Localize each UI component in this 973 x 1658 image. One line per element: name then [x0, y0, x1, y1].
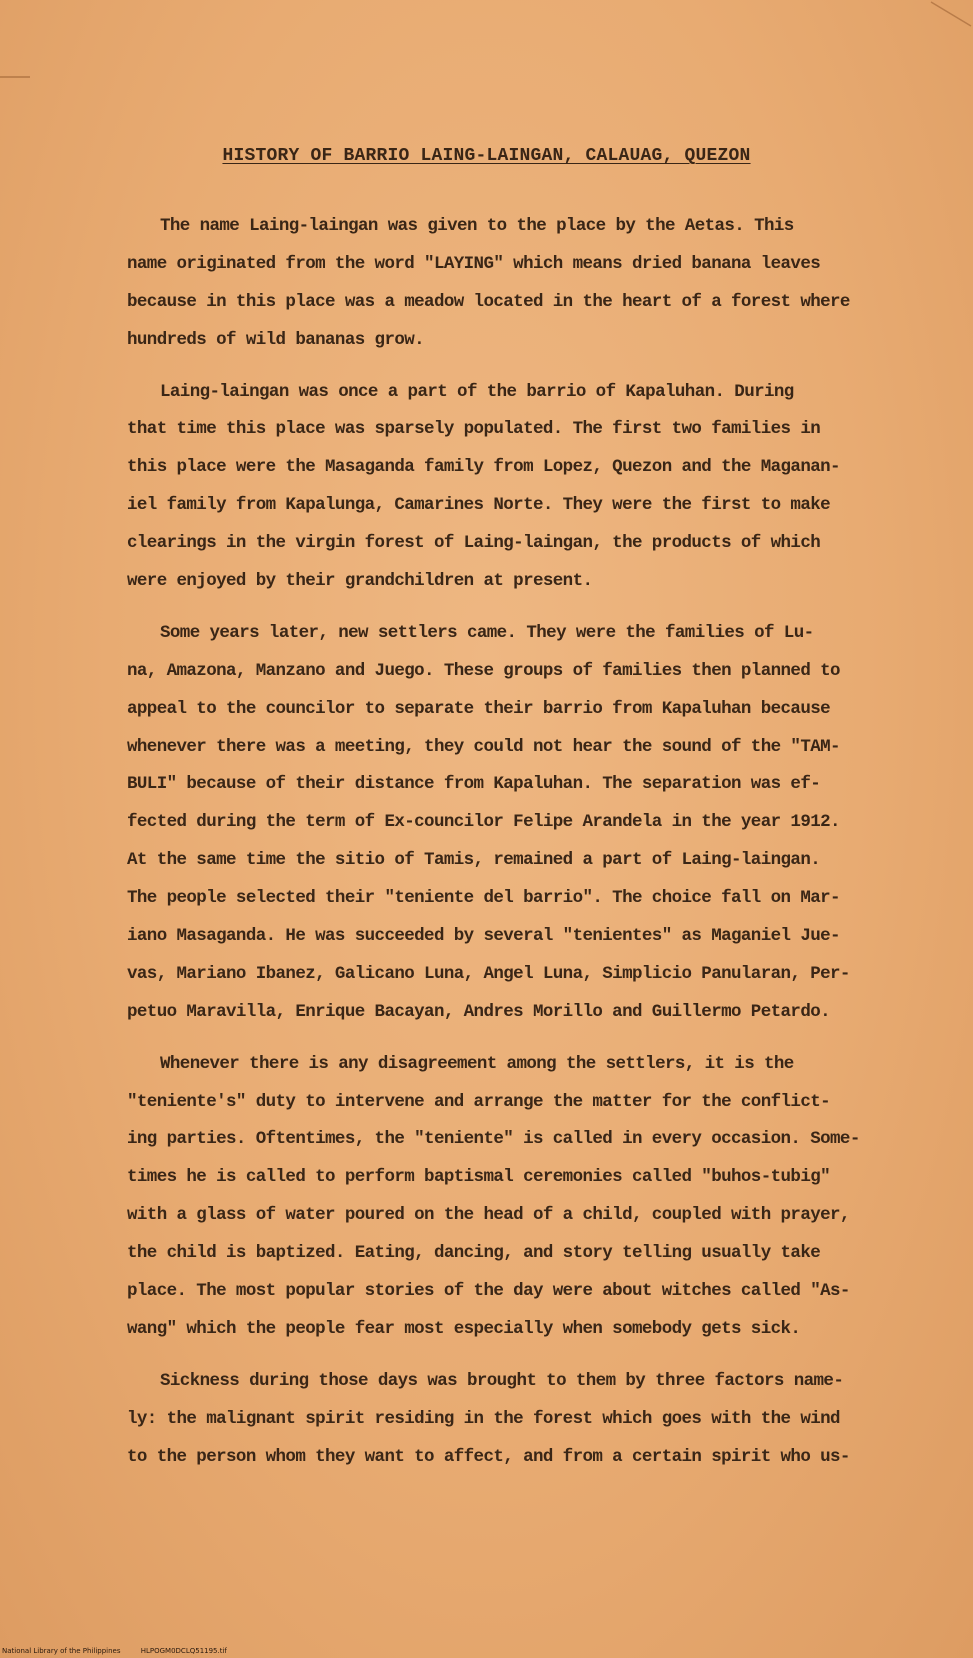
margin-mark: [0, 76, 30, 78]
footer-filename: HLPOGM0DCLQ51195.tif: [140, 1647, 227, 1655]
text-line: ly: the malignant spirit residing in the forest which goes with the wind: [127, 1408, 840, 1429]
paragraph: [127, 1363, 895, 1477]
text-line: na, Amazona, Manzano and Juego. These groups of families then planned to: [127, 660, 840, 681]
text-line: times he is called to perform baptismal ceremonies called "buhos-tubig": [127, 1167, 831, 1188]
text-line: appeal to the councilor to separate their barrio from Kapaluhan because: [127, 698, 831, 719]
text-line: iano Masaganda. He was succeeded by several "tenientes" as Maganiel Jue-: [127, 926, 840, 947]
text-line: were enjoyed by their grandchildren at present.: [127, 571, 593, 592]
document-title: HISTORY OF BARRIO LAING-LAINGAN, CALAUAG, QUEZON: [222, 146, 751, 166]
footer-library: National Library of the Philippines: [2, 1647, 121, 1655]
text-line: fected during the term of Ex-councilor Felipe Arandela in the year 1912.: [127, 812, 840, 833]
text-line: place. The most popular stories of the day were about witches called "As-: [127, 1281, 850, 1302]
text-line: BULI" because of their distance from Kapaluhan. The separation was ef-: [127, 774, 821, 795]
text-line: The people selected their "teniente del barrio". The choice fall on Mar-: [127, 888, 840, 909]
text-line: whenever there was a meeting, they could not hear the sound of the "TAM-: [127, 736, 840, 757]
text-line: Whenever there is any disagreement among the settlers, it is the: [160, 1053, 794, 1074]
text-line: Laing-laingan was once a part of the barrio of Kapaluhan. During: [160, 381, 794, 402]
text-line: The name Laing-laingan was given to the place by the Aetas. This: [160, 216, 794, 236]
text-line: with a glass of water poured on the head of a child, coupled with prayer,: [127, 1205, 850, 1226]
text-line: Some years later, new settlers came. They were the families of Lu-: [160, 622, 814, 643]
paragraph: [127, 208, 895, 360]
text-line: clearings in the virgin forest of Laing-laingan, the products of which: [127, 533, 821, 554]
text-line: because in this place was a meadow located in the heart of a forest where: [127, 291, 850, 312]
text-line: to the person whom they want to affect, and from a certain spirit who us-: [127, 1446, 850, 1467]
text-line: the child is baptized. Eating, dancing, and story telling usually take: [127, 1243, 821, 1264]
document-body: [127, 208, 895, 1491]
paragraph: [127, 615, 895, 1032]
paper-fold-mark: [813, 0, 973, 40]
text-line: petuo Maravilla, Enrique Bacayan, Andres Morillo and Guillermo Petardo.: [127, 1001, 831, 1022]
text-line: ing parties. Oftentimes, the "teniente" is called in every occasion. Some-: [127, 1129, 860, 1150]
text-line: Sickness during those days was brought to them by three factors name-: [160, 1370, 844, 1391]
text-line: At the same time the sitio of Tamis, remained a part of Laing-laingan.: [127, 850, 821, 871]
text-line: hundreds of wild bananas grow.: [127, 329, 425, 350]
text-line: name originated from the word "LAYING" which means dried banana leaves: [127, 253, 821, 274]
text-line: vas, Mariano Ibanez, Galicano Luna, Angel Luna, Simplicio Panularan, Per-: [127, 963, 850, 984]
paragraph: [127, 1046, 895, 1349]
text-line: that time this place was sparsely populated. The first two families in: [127, 419, 821, 440]
scan-footer: [2, 1647, 227, 1655]
text-line: wang" which the people fear most especially when somebody gets sick.: [127, 1318, 801, 1339]
text-line: this place were the Masaganda family from Lopez, Quezon and the Maganan-: [127, 457, 840, 478]
text-line: "teniente's" duty to intervene and arrange the matter for the conflict-: [127, 1091, 831, 1112]
paragraph: [127, 374, 895, 601]
text-line: iel family from Kapalunga, Camarines Norte. They were the first to make: [127, 495, 831, 516]
